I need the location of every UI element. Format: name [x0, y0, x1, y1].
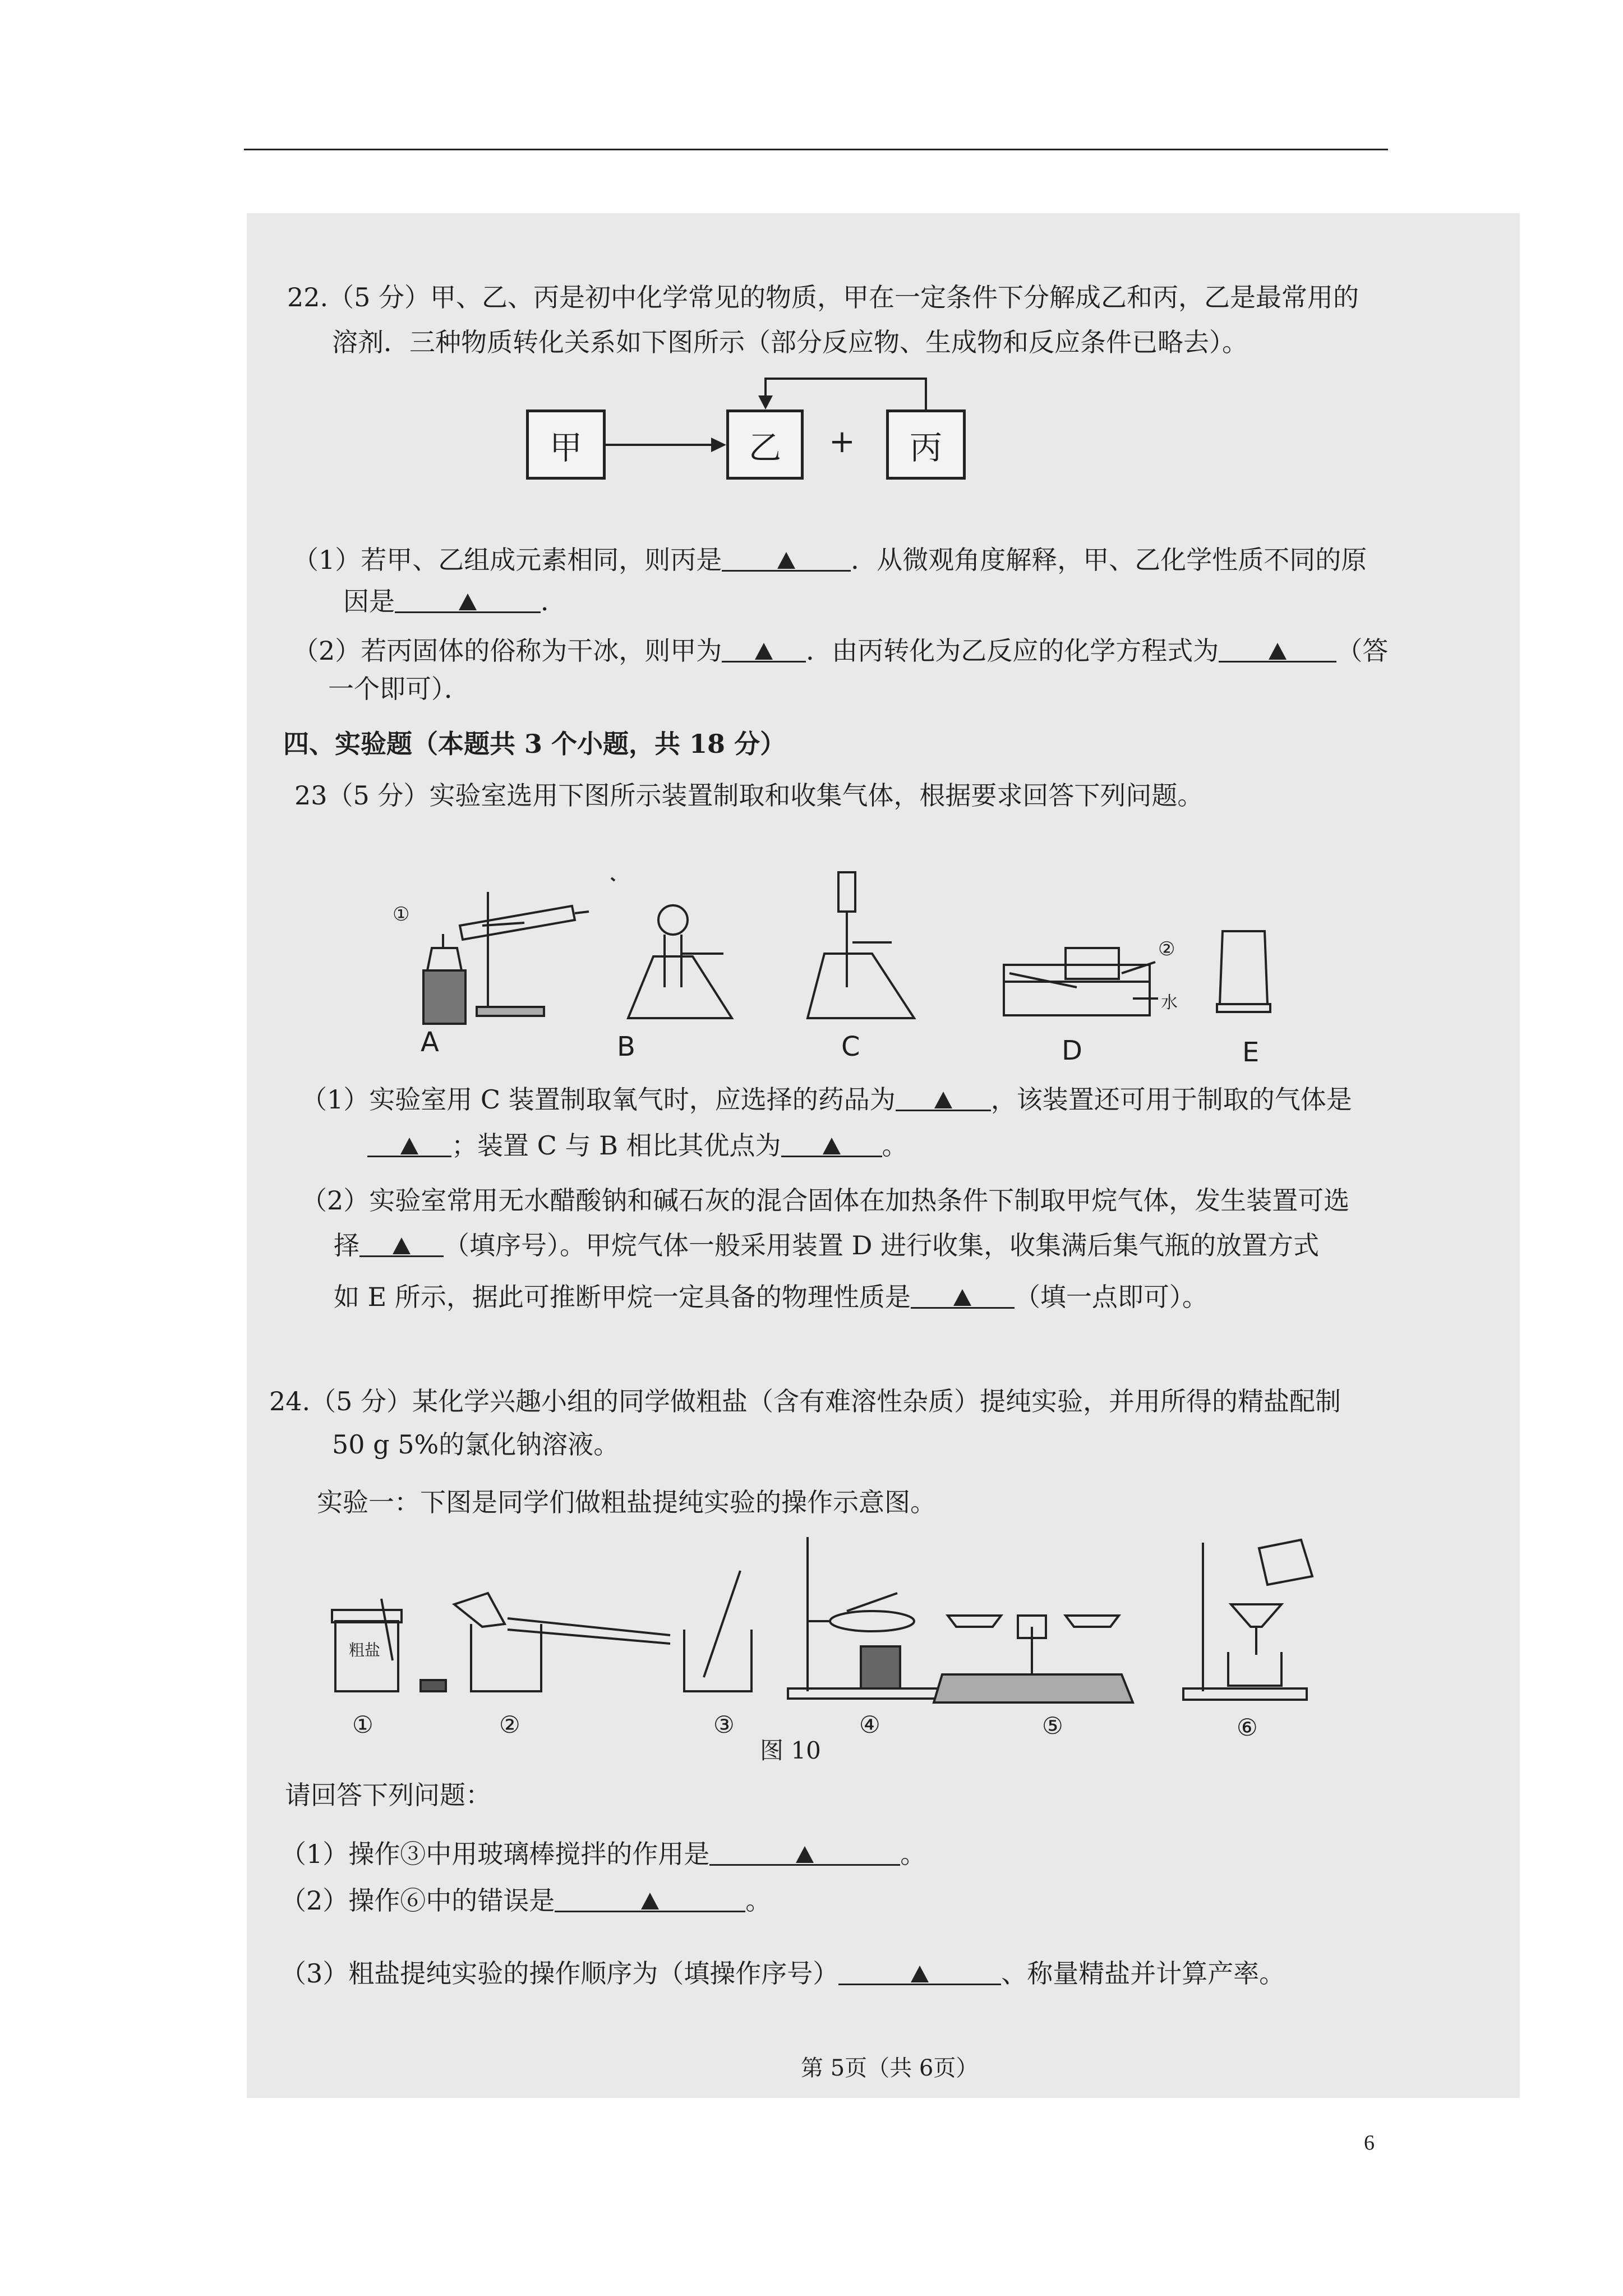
q22-sub1-line2: 因是 ．: [343, 585, 566, 618]
page-number: 6: [1364, 2131, 1375, 2155]
apparatus-label-d: D: [1062, 1035, 1082, 1066]
box-yi: 乙: [726, 409, 804, 480]
op-label-3: ③: [713, 1711, 735, 1738]
answer-blank: [555, 1884, 745, 1912]
scan-footer: 第 5页（共 6页）: [801, 2055, 979, 2081]
callout-2: ②: [1158, 938, 1175, 960]
q24-exp1: 实验一：下图是同学们做粗盐提纯实验的操作示意图。: [317, 1487, 936, 1517]
plus-sign: +: [829, 424, 855, 460]
triangle-icon: [911, 1966, 929, 1982]
answer-blank: [709, 1837, 900, 1866]
q22-stem-line1: 22.（5 分）甲、乙、丙是初中化学常见的物质，甲在一定条件下分解成乙和丙，乙是最常用的: [287, 282, 1359, 312]
apparatus-label-b: B: [617, 1031, 635, 1062]
op-label-6: ⑥: [1237, 1714, 1258, 1741]
q24-sub2: （2）操作⑥中的错误是 。: [280, 1884, 771, 1917]
op-label-2: ②: [499, 1711, 520, 1738]
q23-sub2-line2: 择 （填序号）。甲烷气体一般采用装置 D 进行收集，收集满后集气瓶的放置方式: [334, 1228, 1319, 1262]
q22-sub1-line1: （1）若甲、乙组成元素相同，则丙是 ．从微观角度解释，甲、乙化学性质不同的原: [293, 543, 1367, 577]
q24-sub1: （1）操作③中用玻璃棒搅拌的作用是 。: [280, 1837, 926, 1871]
op-label-4: ④: [859, 1711, 880, 1738]
box-bing: 丙: [886, 409, 966, 480]
figure-caption: 图 10: [760, 1737, 821, 1764]
op-label-5: ⑤: [1042, 1712, 1063, 1740]
q24-sub3: （3）粗盐提纯实验的操作顺序为（填操作序号） 、称量精盐并计算产率。: [280, 1957, 1285, 1990]
section-heading: 四、实验题（本题共 3 个小题，共 18 分）: [283, 729, 786, 759]
op-label-1: ①: [352, 1711, 374, 1738]
answer-blank: [838, 1957, 1001, 1985]
q24-stem-line2: 50 g 5%的氯化钠溶液。: [332, 1429, 620, 1460]
triangle-icon: [796, 1846, 814, 1863]
box-jia: 甲: [526, 409, 606, 480]
callout-1: ①: [393, 903, 410, 926]
q23-stem: 23（5 分）实验室选用下图所示装置制取和收集气体，根据要求回答下列问题。: [294, 780, 1204, 811]
q22-sub2-line2: 一个即可）．: [328, 674, 470, 704]
q24-prompt: 请回答下列问题：: [285, 1780, 491, 1810]
q22-sub2-line1: （2）若丙固体的俗称为干冰，则甲为 ．由丙转化为乙反应的化学方程式为 （答: [293, 634, 1388, 668]
q23-sub2-line3: 如 E 所示，据此可推断甲烷一定具备的物理性质是 （填一点即可）。: [334, 1280, 1208, 1314]
triangle-icon: [641, 1893, 659, 1910]
apparatus-label-c: C: [841, 1031, 860, 1062]
apparatus-label-e: E: [1242, 1037, 1260, 1068]
apparatus-label-a: A: [421, 1027, 439, 1058]
q23-sub2-line1: （2）实验室常用无水醋酸钠和碱石灰的混合固体在加热条件下制取甲烷气体，发生装置可选: [301, 1185, 1350, 1216]
q23-sub1-line2: ；装置 C 与 B 相比其优点为 。: [367, 1129, 908, 1162]
jar-label: 粗盐: [349, 1641, 381, 1659]
water-label: 水: [1161, 993, 1178, 1013]
q24-stem-line1: 24.（5 分）某化学兴趣小组的同学做粗盐（含有难溶性杂质）提纯实验，并用所得的精盐配制: [269, 1386, 1341, 1416]
q22-stem-line2: 溶剂．三种物质转化关系如下图所示（部分反应物、生成物和反应条件已略去）。: [332, 327, 1248, 357]
q23-sub1-line1: （1）实验室用 C 装置制取氧气时，应选择的药品为 ，该装置还可用于制取的气体是: [301, 1083, 1352, 1116]
